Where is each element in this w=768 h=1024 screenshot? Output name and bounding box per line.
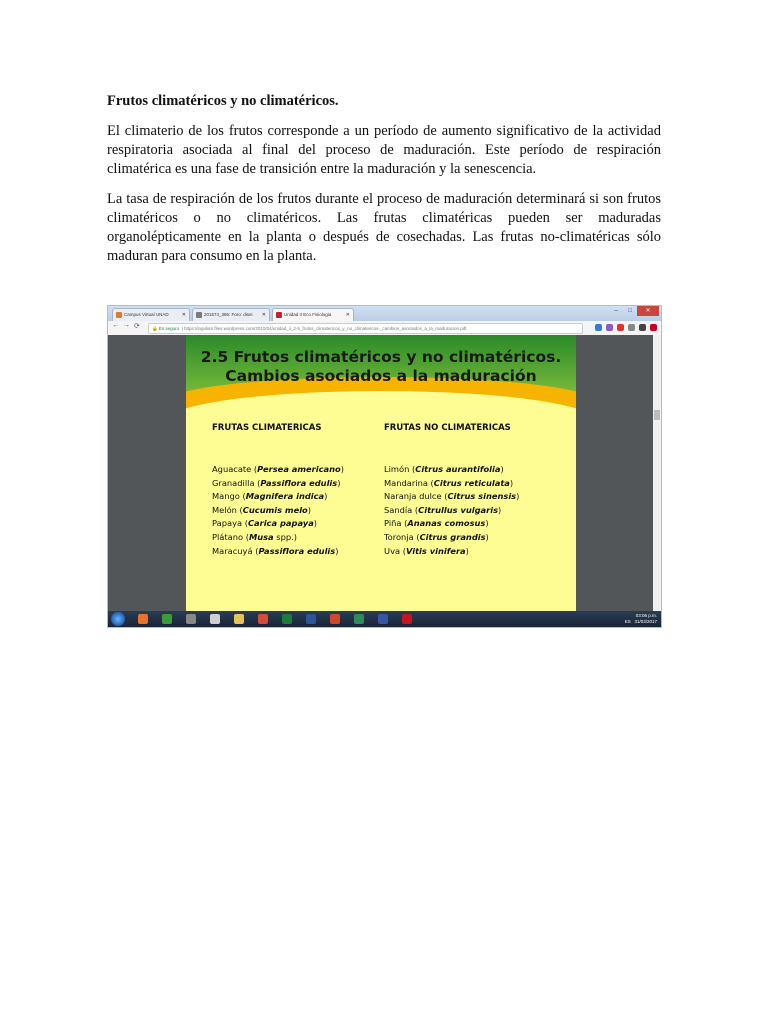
clock-date[interactable]: 31/03/2017: [634, 619, 657, 624]
visio-icon[interactable]: [378, 614, 388, 624]
header-climatericas: FRUTAS CLIMATERICAS: [212, 423, 322, 433]
extension-icon[interactable]: [650, 324, 657, 331]
embedded-browser-screenshot: [107, 305, 662, 628]
fruit-scientific-name: Passiflora edulis: [258, 545, 336, 556]
fruit-scientific-name: Citrus grandis: [419, 531, 486, 542]
browser-tab-campus[interactable]: [112, 308, 190, 321]
fruit-suffix: ): [516, 491, 520, 502]
list-no-climatericas: [384, 463, 519, 558]
pdf-slide-page: [186, 335, 576, 613]
scrollbar-thumb[interactable]: [654, 410, 660, 420]
maximize-icon[interactable]: □: [628, 308, 632, 314]
tab-close-icon[interactable]: ✕: [261, 312, 266, 318]
fruit-scientific-name: Magnifera indica: [245, 491, 325, 502]
fruit-suffix: ): [498, 504, 502, 515]
fruit-item: Piña (Ananas comosus): [384, 518, 489, 529]
extension-icon[interactable]: [617, 324, 624, 331]
fruit-item: Granadilla (Passiflora edulis): [212, 477, 341, 488]
start-button[interactable]: [111, 612, 125, 626]
extension-icon[interactable]: [595, 324, 602, 331]
paragraph-tasa-respiracion: La tasa de respiración de los frutos durante el proceso de maduración determinará si son frutos climatéricos o no climatéricos. Las frutas climatéricas pueden ser maduradas organolépticamente en la planta o después de cosechadas. Las frutas no-climatéricas sólo maduran para consumo en la planta.: [107, 191, 661, 264]
fruit-item: Uva (Vitis vinifera): [384, 545, 469, 556]
fruit-common-name: Limón: [384, 464, 412, 474]
fruit-common-name: Sandía: [384, 504, 413, 515]
fruit-common-name: Toronja: [384, 531, 414, 542]
secure-label: 🔒 Es seguro: [152, 326, 180, 331]
address-bar[interactable]: 🔒 Es seguro | https://ingulian.files.wordpress.com/2010/04/unidad_ii_2-5_frutos_climatericos_y_no_climatericos-_cambios_asociados_a_la_maduracion.pdf: [148, 323, 583, 334]
fruit-item: Naranja dulce (Citrus sinensis): [384, 491, 520, 502]
window-controls: [609, 306, 659, 317]
disc-icon[interactable]: [186, 614, 196, 624]
pdf-scrollbar[interactable]: [653, 335, 661, 613]
fruit-common-name: Mango: [212, 491, 240, 502]
back-icon[interactable]: ←: [112, 322, 119, 329]
fruit-common-name: Piña: [384, 518, 402, 529]
language-indicator[interactable]: ES: [624, 619, 631, 624]
fruit-item: Sandía (Citrullus vulgaris): [384, 504, 502, 515]
fruit-item: Limón (Citrus aurantifolia): [384, 464, 504, 474]
fruit-scientific-name: Citrus sinensis: [447, 491, 517, 502]
fruit-item: Mandarina (Citrus reticulata): [384, 477, 514, 488]
document-title: Frutos climatéricos y no climatéricos.: [107, 93, 339, 109]
reload-icon[interactable]: ⟳: [134, 323, 140, 330]
fruit-common-name: Maracuyá: [212, 545, 253, 556]
fruit-common-name: Papaya: [212, 518, 243, 529]
browser-tab-unidad[interactable]: [272, 308, 354, 321]
list-climatericas: [212, 463, 344, 558]
acrobat-icon[interactable]: [402, 614, 412, 624]
excel-icon[interactable]: [282, 614, 292, 624]
fruit-scientific-name: Persea americano: [257, 464, 341, 474]
fruit-scientific-name: Citrullus vulgaris: [418, 504, 499, 515]
tab-close-icon[interactable]: ✕: [181, 312, 186, 318]
media-icon[interactable]: [210, 614, 220, 624]
fruit-item: Melón (Cucumis melo): [212, 504, 311, 515]
fruit-scientific-name: Passiflora edulis: [260, 477, 338, 488]
fruit-scientific-name: Musa: [248, 531, 274, 542]
chrome-icon[interactable]: [258, 614, 268, 624]
tab-close-icon[interactable]: ✕: [345, 312, 350, 318]
fruit-suffix: ): [335, 545, 339, 556]
fruit-suffix: ): [485, 531, 489, 542]
fruit-common-name: Uva: [384, 545, 401, 556]
fruit-suffix: spp.): [273, 531, 298, 542]
fruit-suffix: ): [324, 491, 328, 502]
fruit-scientific-name: Citrus aurantifolia: [415, 464, 501, 474]
system-tray: [625, 613, 657, 625]
fruit-scientific-name: Carica papaya: [247, 518, 314, 529]
firefox-icon[interactable]: [138, 614, 148, 624]
fruit-common-name: Naranja dulce: [384, 491, 442, 502]
fruit-item: Maracuyá (Passiflora edulis): [212, 545, 339, 556]
extension-icon[interactable]: [639, 324, 646, 331]
fruit-scientific-name: Citrus reticulata: [433, 477, 510, 488]
fruit-scientific-name: Ananas comosus: [407, 518, 486, 529]
tab-favicon-icon: [116, 312, 122, 318]
fruit-item: Toronja (Citrus grandis): [384, 531, 489, 542]
publisher-icon[interactable]: [354, 614, 364, 624]
fruit-suffix: ): [485, 518, 489, 529]
word-icon[interactable]: [306, 614, 316, 624]
fruit-common-name: Melón: [212, 504, 237, 515]
fruit-item: Aguacate (Persea americano): [212, 464, 344, 474]
fruit-suffix: ): [307, 504, 311, 515]
fruit-item: Papaya (Carica papaya): [212, 518, 318, 529]
powerpoint-icon[interactable]: [330, 614, 340, 624]
fruit-suffix: ): [337, 477, 341, 488]
paragraph-climaterio: El climaterio de los frutos corresponde a un período de aumento significativo de la actividad respiratoria asociada al final del proceso de maduración. Este período de respiración climatérica es una fase de transición entre la maduración y la senescencia.: [107, 123, 661, 177]
url-text: https://ingulian.files.wordpress.com/2010/04/unidad_ii_2-5_frutos_climatericos_y_no_climatericos-_cambios_asociados_a_la_maduracion.pdf: [184, 326, 467, 331]
extension-icon[interactable]: [628, 324, 635, 331]
slide-title-line2: Cambios asociados a la maduración: [225, 367, 537, 385]
minimize-icon[interactable]: –: [614, 308, 618, 314]
window-close-icon[interactable]: ✕: [637, 306, 659, 316]
clock-time[interactable]: 03:06 p.m.: [635, 613, 657, 618]
fruit-suffix: ): [465, 545, 469, 556]
fruit-item: Mango (Magnifera indica): [212, 491, 328, 502]
fruit-item: Plátano (Musa spp.): [212, 531, 298, 542]
extension-icon[interactable]: [606, 324, 613, 331]
fruit-scientific-name: Cucumis melo: [242, 504, 308, 515]
fruit-suffix: ): [313, 518, 318, 529]
windows-taskbar: [108, 611, 661, 627]
fruit-suffix: ): [500, 464, 504, 474]
tab-favicon-icon: [276, 312, 282, 318]
browser-toolbar: [108, 321, 661, 336]
app-icon[interactable]: [162, 614, 172, 624]
tab-label: Unidad II Eco Fisiologia: [284, 312, 332, 317]
forward-icon[interactable]: →: [123, 322, 130, 329]
browser-tab-bar: [108, 306, 661, 321]
tab-label: Campus Virtual UNAD: [124, 312, 169, 317]
fruit-suffix: ): [509, 477, 514, 488]
tab-label: 201574_386: Foro: disei: [204, 312, 253, 317]
fruit-common-name: Mandarina: [384, 477, 428, 488]
fruit-common-name: Granadilla: [212, 477, 255, 488]
fruit-suffix: ): [340, 464, 344, 474]
folder-icon[interactable]: [234, 614, 244, 624]
fruit-common-name: Plátano: [212, 531, 244, 542]
extension-icons: [595, 324, 657, 331]
tab-favicon-icon: [196, 312, 202, 318]
fruit-common-name: Aguacate: [212, 464, 252, 474]
fruit-scientific-name: Vitis vinifera: [405, 545, 466, 556]
browser-tab-foro[interactable]: [192, 308, 270, 321]
header-no-climatericas: FRUTAS NO CLIMATERICAS: [384, 423, 511, 433]
slide-title-line1: 2.5 Frutos climatéricos y no climatéricos.: [200, 348, 562, 366]
